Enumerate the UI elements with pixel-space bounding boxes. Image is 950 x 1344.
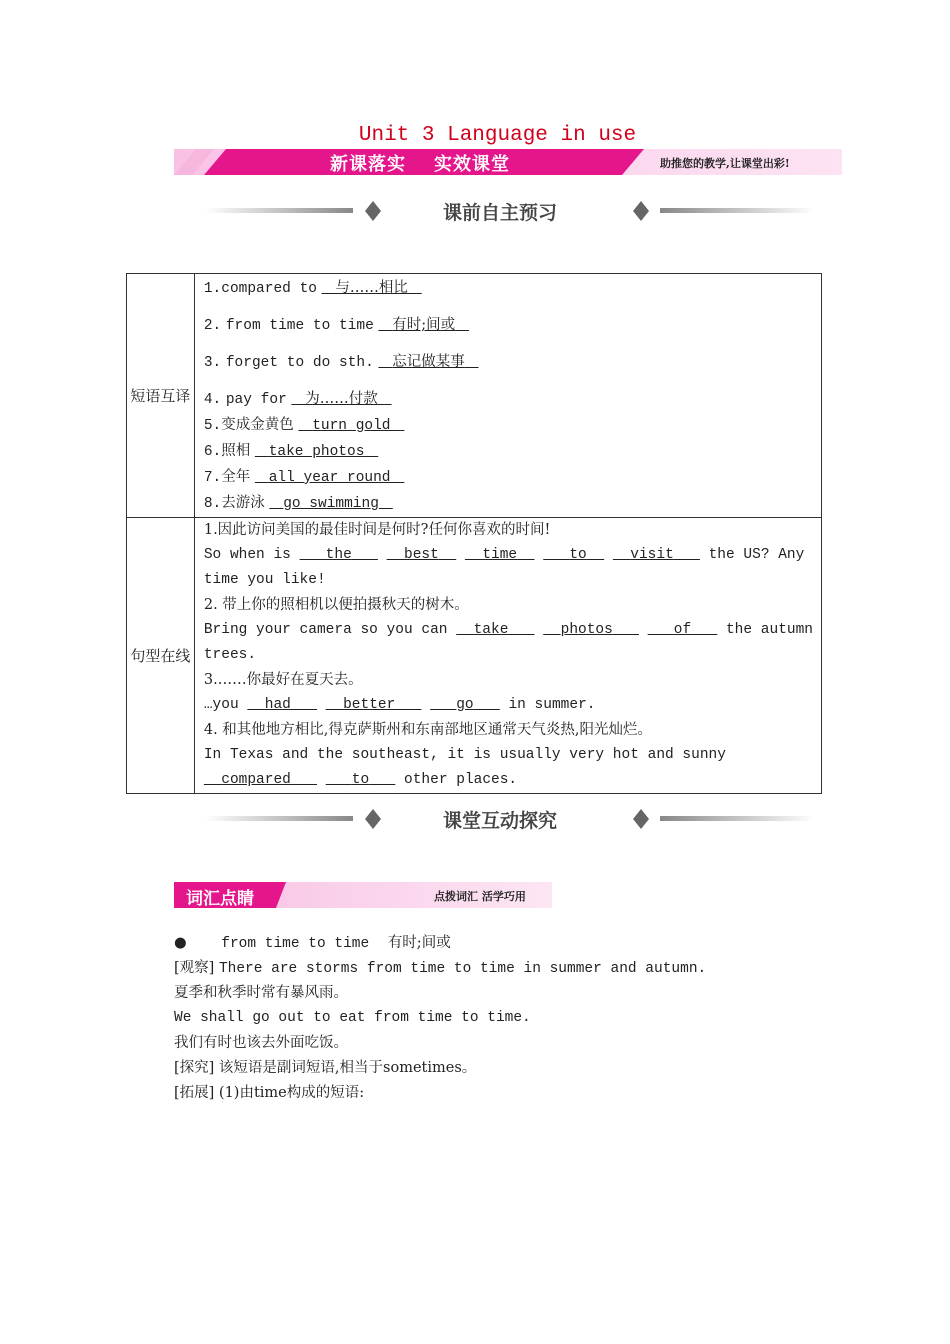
- blank-answer: the: [325, 547, 352, 563]
- phrase-number: 5.: [203, 418, 222, 434]
- explore-note: [探究] 该短语是副词短语,相当于sometimes。: [174, 1060, 477, 1076]
- phrase-text: 照相: [221, 443, 251, 459]
- blank-answer: photos: [560, 622, 613, 638]
- blank-answer: best: [404, 547, 439, 563]
- example-1-en: There are storms from time to time in summer and autumn.: [218, 961, 707, 977]
- example-1-cn: 夏季和秋季时常有暴风雨。: [174, 985, 348, 1001]
- blank-answer: better: [343, 697, 396, 713]
- phrase-answer-text: all year round: [268, 470, 391, 486]
- banner-title: [330, 150, 510, 176]
- sentence-3-post: in summer.: [508, 697, 596, 713]
- vocab-entry: [174, 931, 451, 957]
- phrase-text: pay for: [225, 392, 287, 408]
- vocab-phrase: from time to time: [221, 936, 370, 952]
- phrase-text: from time to time: [225, 318, 374, 334]
- phrase-answer-text: turn gold: [312, 418, 391, 434]
- sentences-cell: [194, 518, 821, 794]
- sentence-1-pre: So when is: [203, 547, 291, 563]
- observe-example-1: [174, 956, 706, 982]
- section-title-interactive: 课堂互动探究: [443, 810, 558, 832]
- vocab-title: 词汇点睛: [186, 889, 254, 909]
- sentence-4-post: other places.: [404, 772, 518, 788]
- phrase-answer: [269, 495, 392, 511]
- phrase-answer-text: 忘记做某事: [392, 354, 465, 370]
- phrase-item: [204, 313, 813, 339]
- sentence-1-cn: 1.因此访问美国的最佳时间是何时?任何你喜欢的时间!: [203, 522, 551, 538]
- banner-slogan: 助推您的教学,让课堂出彩!: [660, 157, 790, 170]
- example-2-cn: 我们有时也该去外面吃饭。: [174, 1035, 348, 1051]
- sentence-2-en-line2: trees.: [203, 647, 257, 663]
- phrase-item: [204, 387, 813, 413]
- unit-title: Unit 3 Language in use: [358, 124, 637, 147]
- blank-answer: of: [673, 622, 692, 638]
- sentence-2-en: [204, 618, 813, 643]
- sentence-4-en: In Texas and the southeast, it is usually very hot and sunny: [203, 747, 726, 763]
- phrase-text: 全年: [221, 469, 251, 485]
- banner-title-left: 新课落实: [330, 154, 406, 175]
- sentence-3-en: [204, 693, 813, 718]
- sentence-2-post: the autumn: [725, 622, 813, 638]
- extend-note: [拓展] (1)由time构成的短语:: [174, 1085, 365, 1101]
- phrase-number: 3.: [203, 355, 222, 371]
- phrase-text: 去游泳: [221, 495, 265, 511]
- phrase-answer: [255, 443, 378, 459]
- sentence-3-cn: 3.……你最好在夏天去。: [203, 672, 363, 688]
- phrase-answer: [378, 317, 469, 333]
- phrases-cell: [194, 274, 821, 518]
- sentence-3-pre: …you: [203, 697, 239, 713]
- blank-answer: to: [569, 547, 587, 563]
- phrase-answer-text: 为……付款: [305, 391, 378, 407]
- phrase-answer: [291, 391, 391, 407]
- example-2-en: We shall go out to eat from time to time.: [174, 1010, 531, 1026]
- phrase-text: 变成金黄色: [221, 417, 294, 433]
- blank-answer: time: [482, 547, 518, 563]
- phrase-item: [204, 413, 813, 439]
- phrase-number: 2.: [203, 318, 222, 334]
- blank-answer: to: [351, 772, 370, 788]
- blank-answer: visit: [630, 547, 674, 563]
- phrase-answer: [378, 354, 478, 370]
- blank-answer: take: [473, 622, 509, 638]
- sentence-1-en-line2: time you like!: [203, 572, 326, 588]
- sentence-1-en: [204, 543, 813, 568]
- banner-title-right: 实效课堂: [434, 154, 510, 175]
- phrase-text: forget to do sth.: [225, 355, 374, 371]
- phrase-item: [204, 465, 813, 491]
- phrase-answer: [298, 417, 404, 433]
- blank-answer: go: [456, 697, 474, 713]
- vocab-subtitle: 点拨词汇 活学巧用: [434, 890, 526, 903]
- sentence-2-pre: Bring your camera so you can: [203, 622, 448, 638]
- preview-table: [126, 273, 822, 794]
- bullet-icon: ●: [174, 935, 187, 951]
- phrase-item: [204, 491, 813, 517]
- phrase-answer-text: 有时;间或: [392, 317, 456, 333]
- phrase-number: 7.: [203, 470, 222, 486]
- phrase-answer-text: take photos: [268, 444, 365, 460]
- phrase-item: [204, 350, 813, 376]
- sentence-2-cn: 2. 带上你的照相机以便拍摄秋天的树木。: [203, 597, 469, 613]
- phrase-text: compared to: [221, 281, 317, 297]
- phrases-label: 短语互译: [127, 274, 195, 518]
- phrase-number: 6.: [203, 444, 222, 460]
- phrase-answer-text: 与……相比: [335, 280, 408, 296]
- phrase-number: 8.: [203, 496, 222, 512]
- section-title-preview: 课前自主预习: [443, 202, 558, 224]
- sentence-4-en-line2: [204, 768, 813, 793]
- phrase-answer: [322, 280, 422, 296]
- sentences-label: 句型在线: [127, 518, 195, 794]
- sentence-1-post: the US? Any: [708, 547, 805, 563]
- blank-answer: compared: [221, 772, 291, 788]
- sentence-4-cn: 4. 和其他地方相比,得克萨斯州和东南部地区通常天气炎热,阳光灿烂。: [203, 722, 653, 738]
- phrase-number: 4.: [203, 392, 222, 408]
- observe-tag: [观察]: [174, 960, 215, 976]
- blank-answer: had: [264, 697, 291, 713]
- vocab-phrase-meaning: 有时;间或: [387, 935, 451, 951]
- phrase-number: 1.: [203, 281, 222, 297]
- phrase-answer-text: go swimming: [283, 496, 379, 512]
- phrase-item: [204, 439, 813, 465]
- phrase-answer: [255, 469, 404, 485]
- phrase-item: [204, 276, 813, 302]
